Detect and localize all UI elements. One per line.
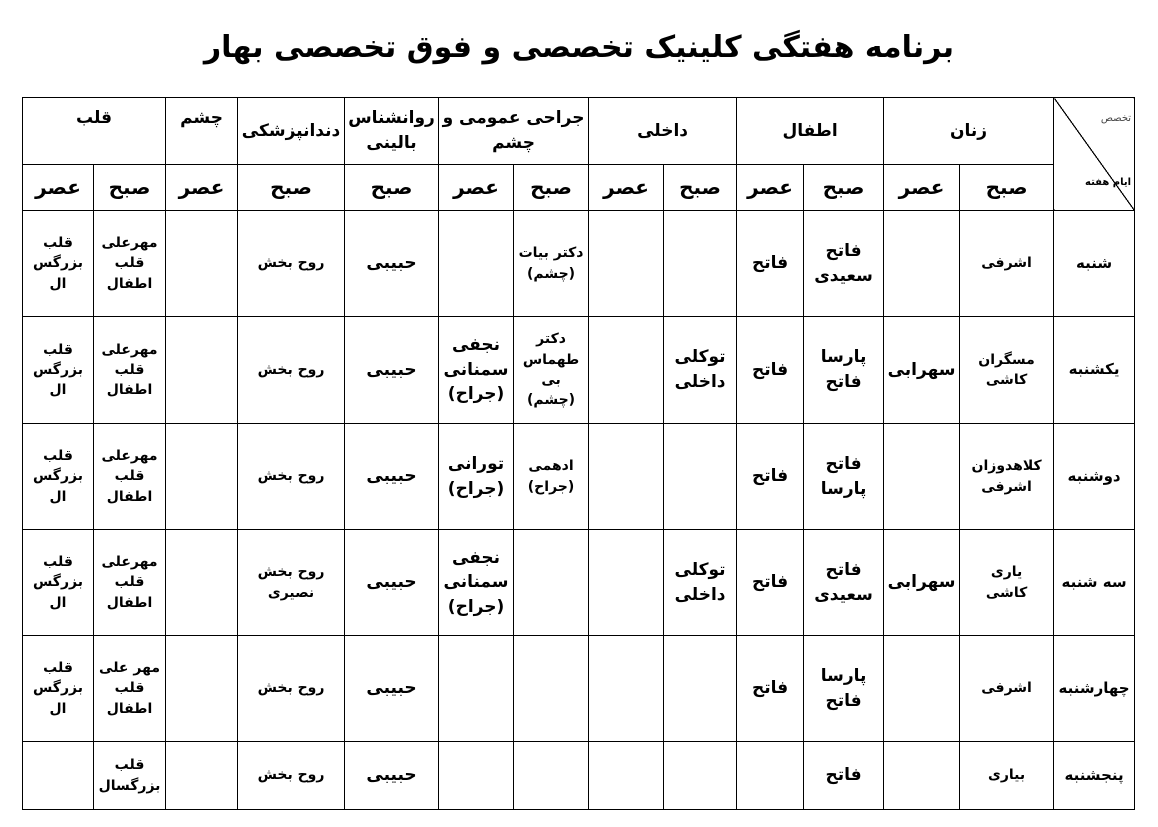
- cell-heart-e: [23, 742, 94, 810]
- table-row: [23, 317, 1135, 424]
- cell-eye-e: [166, 424, 238, 530]
- corner-specialty-label: تخصص: [1100, 113, 1132, 124]
- cell-children-m: فاتح سعیدی: [804, 211, 884, 317]
- day-label: پنجشنبه: [1054, 742, 1135, 810]
- cell-surgery-m: [514, 742, 589, 810]
- table-row: [23, 636, 1135, 742]
- cell-heart-m: قلب بزرگسال: [94, 742, 166, 810]
- cell-children-e: فاتح: [737, 317, 804, 424]
- specialty-eye: چشم: [166, 98, 238, 165]
- cell-surgery-m: دکتر طهماس بی (چشم): [514, 317, 589, 424]
- cell-internal-e: [589, 742, 664, 810]
- cell-women-m: اشرفی: [960, 636, 1054, 742]
- specialty-heart: قلب: [23, 98, 166, 165]
- specialty-dental: دندانپزشکی: [238, 98, 345, 165]
- shift-evening: عصر: [166, 165, 238, 211]
- cell-dental-m: روح بخش: [238, 317, 345, 424]
- cell-internal-e: [589, 424, 664, 530]
- cell-women-m: کلاهدوزان اشرفی: [960, 424, 1054, 530]
- cell-dental-m: روح بخش: [238, 742, 345, 810]
- cell-dental-m: روح بخش: [238, 211, 345, 317]
- cell-surgery-e: تورانی (جراح): [439, 424, 514, 530]
- cell-women-e: سهرابی: [884, 530, 960, 636]
- table-row: [23, 742, 1135, 810]
- cell-women-e: [884, 742, 960, 810]
- shift-evening: عصر: [23, 165, 94, 211]
- cell-internal-m: توکلی داخلی: [664, 530, 737, 636]
- day-label: چهارشنبه: [1054, 636, 1135, 742]
- cell-eye-e: [166, 636, 238, 742]
- shift-evening: عصر: [589, 165, 664, 211]
- cell-internal-m: [664, 211, 737, 317]
- specialty-women: زنان: [884, 98, 1054, 165]
- cell-children-m: پارسا فاتح: [804, 317, 884, 424]
- cell-internal-m: [664, 636, 737, 742]
- cell-children-e: فاتح: [737, 424, 804, 530]
- cell-surgery-e: نجفی سمنانی (جراح): [439, 317, 514, 424]
- cell-children-m: فاتح: [804, 742, 884, 810]
- cell-heart-e: قلب بزرگس ال: [23, 636, 94, 742]
- cell-children-m: فاتح پارسا: [804, 424, 884, 530]
- cell-internal-e: [589, 530, 664, 636]
- day-label: یکشنبه: [1054, 317, 1135, 424]
- specialty-children: اطفال: [737, 98, 884, 165]
- day-label: دوشنبه: [1054, 424, 1135, 530]
- specialty-surgery-eye: جراحی عمومی و چشم: [439, 98, 589, 165]
- cell-heart-e: قلب بزرگس ال: [23, 530, 94, 636]
- cell-women-e: [884, 636, 960, 742]
- cell-women-m: مسگران کاشی: [960, 317, 1054, 424]
- shift-morning: صبح: [960, 165, 1054, 211]
- cell-internal-e: [589, 211, 664, 317]
- cell-children-e: فاتح: [737, 636, 804, 742]
- cell-children-m: فاتح سعیدی: [804, 530, 884, 636]
- cell-surgery-m: دکتر بیات (چشم): [514, 211, 589, 317]
- cell-internal-m: توکلی داخلی: [664, 317, 737, 424]
- schedule-table: [22, 97, 1135, 810]
- cell-women-m: اشرفی: [960, 211, 1054, 317]
- cell-heart-m: مهرعلی قلب اطفال: [94, 530, 166, 636]
- cell-surgery-m: [514, 530, 589, 636]
- cell-women-e: [884, 424, 960, 530]
- page-title: برنامه هفتگی کلینیک تخصصی و فوق تخصصی بهار: [203, 30, 955, 65]
- shift-morning: صبح: [345, 165, 439, 211]
- corner-cell: [1054, 98, 1135, 211]
- shift-morning: صبح: [238, 165, 345, 211]
- specialty-internal: داخلی: [589, 98, 737, 165]
- cell-dental-m: روح بخش نصیری: [238, 530, 345, 636]
- cell-psych-m: حبیبی: [345, 530, 439, 636]
- cell-surgery-e: نجفی سمنانی (جراح): [439, 530, 514, 636]
- cell-surgery-e: [439, 211, 514, 317]
- cell-eye-e: [166, 317, 238, 424]
- cell-heart-m: مهرعلی قلب اطفال: [94, 317, 166, 424]
- shift-morning: صبح: [664, 165, 737, 211]
- shift-header-row: [23, 165, 1135, 211]
- table-row: [23, 530, 1135, 636]
- table-row: [23, 211, 1135, 317]
- cell-psych-m: حبیبی: [345, 211, 439, 317]
- cell-women-m: یاری کاشی: [960, 530, 1054, 636]
- cell-women-e: [884, 211, 960, 317]
- cell-internal-e: [589, 636, 664, 742]
- cell-surgery-m: [514, 636, 589, 742]
- cell-psych-m: حبیبی: [345, 636, 439, 742]
- cell-heart-e: قلب بزرگس ال: [23, 211, 94, 317]
- shift-morning: صبح: [94, 165, 166, 211]
- shift-morning: صبح: [514, 165, 589, 211]
- schedule-body: [23, 211, 1135, 810]
- corner-weekdays-label: ایام هفته: [1085, 176, 1132, 188]
- cell-internal-m: [664, 424, 737, 530]
- cell-children-e: فاتح: [737, 530, 804, 636]
- cell-surgery-e: [439, 636, 514, 742]
- cell-eye-e: [166, 211, 238, 317]
- cell-psych-m: حبیبی: [345, 742, 439, 810]
- cell-children-e: [737, 742, 804, 810]
- cell-internal-m: [664, 742, 737, 810]
- cell-internal-e: [589, 317, 664, 424]
- cell-women-e: سهرابی: [884, 317, 960, 424]
- cell-psych-m: حبیبی: [345, 317, 439, 424]
- shift-evening: عصر: [439, 165, 514, 211]
- cell-eye-e: [166, 530, 238, 636]
- day-label: شنبه: [1054, 211, 1135, 317]
- cell-dental-m: روح بخش: [238, 636, 345, 742]
- cell-heart-e: قلب بزرگس ال: [23, 424, 94, 530]
- cell-dental-m: روح بخش: [238, 424, 345, 530]
- shift-morning: صبح: [804, 165, 884, 211]
- day-label: سه شنبه: [1054, 530, 1135, 636]
- shift-evening: عصر: [737, 165, 804, 211]
- cell-heart-e: قلب بزرگس ال: [23, 317, 94, 424]
- cell-psych-m: حبیبی: [345, 424, 439, 530]
- cell-surgery-m: ادهمی (جراح): [514, 424, 589, 530]
- cell-heart-m: مهرعلی قلب اطفال: [94, 211, 166, 317]
- cell-eye-e: [166, 742, 238, 810]
- cell-heart-m: مهر علی قلب اطفال: [94, 636, 166, 742]
- specialty-header-row: [23, 98, 1135, 165]
- specialty-psychologist: روانشناس بالینی: [345, 98, 439, 165]
- table-row: [23, 424, 1135, 530]
- cell-children-e: فاتح: [737, 211, 804, 317]
- cell-heart-m: مهرعلی قلب اطفال: [94, 424, 166, 530]
- cell-children-m: پارسا فاتح: [804, 636, 884, 742]
- shift-evening: عصر: [884, 165, 960, 211]
- cell-women-m: بیاری: [960, 742, 1054, 810]
- cell-surgery-e: [439, 742, 514, 810]
